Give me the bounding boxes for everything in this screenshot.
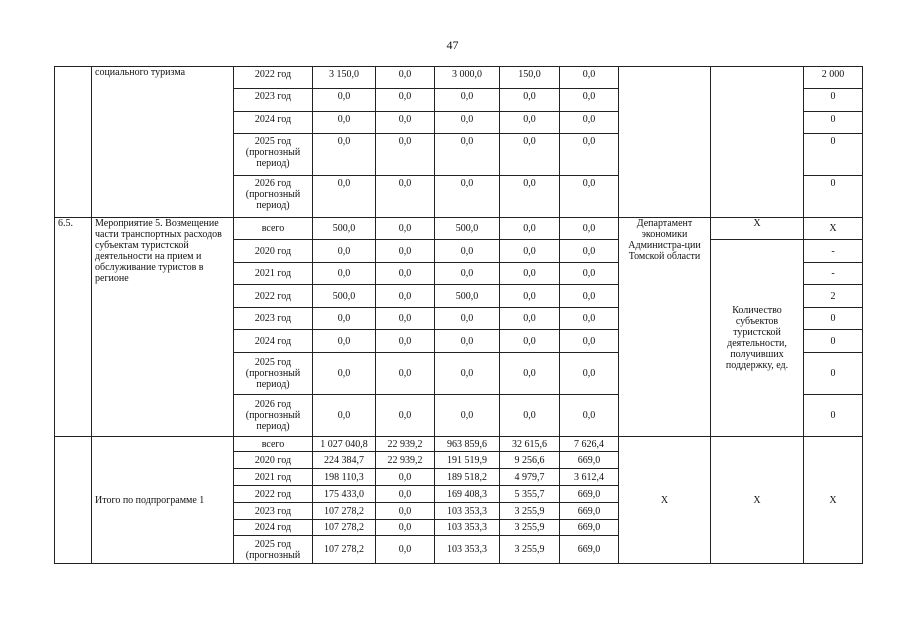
amount-cell: 0,0 (313, 395, 376, 437)
executor-cell (619, 67, 711, 218)
table-row (55, 437, 870, 452)
amount-cell: 3 000,0 (435, 67, 500, 89)
amount-cell: 150,0 (500, 67, 560, 89)
amount-cell: 0,0 (376, 469, 435, 486)
amount-cell: 107 278,2 (313, 536, 376, 564)
amount-cell: 0,0 (435, 263, 500, 285)
year-cell: 2024 год (234, 112, 313, 134)
executor-cell: X (619, 437, 711, 564)
year-cell: 2024 год (234, 520, 313, 536)
year-cell: 2025 год (прогнозный период) (234, 353, 313, 395)
target-cell: 0 (804, 112, 863, 134)
amount-cell: 0,0 (435, 330, 500, 353)
amount-cell: 0,0 (313, 353, 376, 395)
amount-cell: 669,0 (560, 520, 619, 536)
year-cell: 2024 год (234, 330, 313, 353)
amount-cell: 1 027 040,8 (313, 437, 376, 452)
amount-cell: 0,0 (376, 330, 435, 353)
amount-cell: 0,0 (376, 285, 435, 308)
page-number: 47 (446, 38, 459, 52)
amount-cell: 0,0 (500, 353, 560, 395)
indicator-cell: X (711, 437, 804, 564)
item-number-cell: 6.5. (55, 218, 92, 437)
amount-cell: 0,0 (500, 240, 560, 263)
amount-cell: 0,0 (560, 330, 619, 353)
amount-cell: 0,0 (376, 395, 435, 437)
target-cell: X (804, 437, 863, 564)
year-cell: 2021 год (234, 263, 313, 285)
indicator-cell: Количество субъектов туристской деятельности, получивших поддержку, ед. (711, 240, 804, 437)
amount-cell: 0,0 (435, 112, 500, 134)
table-row (55, 218, 870, 240)
spacer-cell (863, 308, 870, 330)
amount-cell: 0,0 (376, 218, 435, 240)
amount-cell: 3 150,0 (313, 67, 376, 89)
amount-cell: 0,0 (313, 112, 376, 134)
item-label-cell: Мероприятие 5. Возмещение части транспортных расходов субъектам туристской деятельности на прием и обслуживание туристов в регионе (92, 218, 234, 437)
amount-cell: 0,0 (376, 308, 435, 330)
amount-cell: 103 353,3 (435, 536, 500, 564)
amount-cell: 0,0 (560, 218, 619, 240)
target-cell: - (804, 263, 863, 285)
amount-cell: 0,0 (560, 67, 619, 89)
spacer-cell (863, 67, 870, 89)
spacer-cell (863, 437, 870, 564)
amount-cell: 4 979,7 (500, 469, 560, 486)
year-cell: 2023 год (234, 503, 313, 520)
amount-cell: 3 612,4 (560, 469, 619, 486)
year-cell: 2023 год (234, 89, 313, 112)
amount-cell: 0,0 (435, 308, 500, 330)
amount-cell: 107 278,2 (313, 503, 376, 520)
amount-cell: 0,0 (560, 263, 619, 285)
target-cell: - (804, 240, 863, 263)
amount-cell: 0,0 (435, 395, 500, 437)
amount-cell: 0,0 (376, 520, 435, 536)
amount-cell: 0,0 (500, 285, 560, 308)
amount-cell: 0,0 (560, 89, 619, 112)
amount-cell: 0,0 (376, 353, 435, 395)
amount-cell: 0,0 (435, 89, 500, 112)
amount-cell: 0,0 (560, 112, 619, 134)
target-cell: 0 (804, 89, 863, 112)
year-cell: всего (234, 218, 313, 240)
spacer-cell (863, 218, 870, 240)
table-row (55, 67, 870, 89)
amount-cell: 0,0 (500, 134, 560, 176)
amount-cell: 963 859,6 (435, 437, 500, 452)
amount-cell: 107 278,2 (313, 520, 376, 536)
amount-cell: 0,0 (313, 240, 376, 263)
amount-cell: 0,0 (376, 134, 435, 176)
item-number-cell (55, 437, 92, 564)
amount-cell: 32 615,6 (500, 437, 560, 452)
amount-cell: 0,0 (376, 67, 435, 89)
amount-cell: 0,0 (376, 176, 435, 218)
year-cell: 2022 год (234, 486, 313, 503)
target-cell: 0 (804, 134, 863, 176)
target-cell: 0 (804, 176, 863, 218)
amount-cell: 0,0 (376, 89, 435, 112)
amount-cell: 669,0 (560, 452, 619, 469)
amount-cell: 0,0 (313, 134, 376, 176)
amount-cell: 0,0 (376, 263, 435, 285)
spacer-cell (863, 112, 870, 134)
amount-cell: 191 519,9 (435, 452, 500, 469)
amount-cell: 0,0 (500, 263, 560, 285)
spacer-cell (863, 263, 870, 285)
spacer-cell (863, 330, 870, 353)
spacer-cell (863, 176, 870, 218)
budget-table (54, 66, 870, 564)
amount-cell: 0,0 (376, 503, 435, 520)
amount-cell: 0,0 (435, 134, 500, 176)
indicator-x-cell: X (711, 218, 804, 240)
amount-cell: 9 256,6 (500, 452, 560, 469)
amount-cell: 169 408,3 (435, 486, 500, 503)
amount-cell: 7 626,4 (560, 437, 619, 452)
target-cell: 0 (804, 308, 863, 330)
amount-cell: 0,0 (560, 353, 619, 395)
amount-cell: 0,0 (313, 330, 376, 353)
spacer-cell (863, 89, 870, 112)
amount-cell: 0,0 (500, 112, 560, 134)
amount-cell: 224 384,7 (313, 452, 376, 469)
spacer-cell (863, 353, 870, 395)
amount-cell: 189 518,2 (435, 469, 500, 486)
year-cell: 2023 год (234, 308, 313, 330)
target-cell: 0 (804, 395, 863, 437)
amount-cell: 22 939,2 (376, 437, 435, 452)
amount-cell: 669,0 (560, 486, 619, 503)
item-number-cell (55, 67, 92, 218)
year-cell: 2020 год (234, 452, 313, 469)
amount-cell: 198 110,3 (313, 469, 376, 486)
amount-cell: 22 939,2 (376, 452, 435, 469)
amount-cell: 0,0 (376, 240, 435, 263)
amount-cell: 0,0 (500, 395, 560, 437)
year-cell: 2021 год (234, 469, 313, 486)
amount-cell: 0,0 (376, 536, 435, 564)
amount-cell: 0,0 (560, 176, 619, 218)
year-cell: 2022 год (234, 285, 313, 308)
amount-cell: 500,0 (313, 218, 376, 240)
target-cell: 2 000 (804, 67, 863, 89)
target-cell: 2 (804, 285, 863, 308)
amount-cell: 500,0 (313, 285, 376, 308)
amount-cell: 3 255,9 (500, 536, 560, 564)
spacer-cell (863, 240, 870, 263)
amount-cell: 669,0 (560, 503, 619, 520)
amount-cell: 0,0 (376, 486, 435, 503)
amount-cell: 0,0 (435, 176, 500, 218)
amount-cell: 0,0 (560, 308, 619, 330)
year-cell: 2022 год (234, 67, 313, 89)
amount-cell: 0,0 (313, 308, 376, 330)
amount-cell: 669,0 (560, 536, 619, 564)
indicator-cell (711, 67, 804, 218)
amount-cell: 500,0 (435, 285, 500, 308)
amount-cell: 0,0 (500, 89, 560, 112)
amount-cell: 0,0 (376, 112, 435, 134)
amount-cell: 175 433,0 (313, 486, 376, 503)
amount-cell: 0,0 (500, 176, 560, 218)
amount-cell: 103 353,3 (435, 503, 500, 520)
amount-cell: 3 255,9 (500, 503, 560, 520)
year-cell: 2026 год (прогнозный период) (234, 395, 313, 437)
amount-cell: 0,0 (313, 263, 376, 285)
year-cell: 2025 год (прогнозный (234, 536, 313, 564)
amount-cell: 3 255,9 (500, 520, 560, 536)
year-cell: 2026 год (прогнозный период) (234, 176, 313, 218)
spacer-cell (863, 285, 870, 308)
target-cell: 0 (804, 330, 863, 353)
amount-cell: 103 353,3 (435, 520, 500, 536)
year-cell: 2025 год (прогнозный период) (234, 134, 313, 176)
amount-cell: 0,0 (435, 240, 500, 263)
item-label-cell: Итого по подпрограмме 1 (92, 437, 234, 564)
year-cell: всего (234, 437, 313, 452)
amount-cell: 0,0 (560, 395, 619, 437)
amount-cell: 0,0 (500, 218, 560, 240)
amount-cell: 0,0 (560, 240, 619, 263)
year-cell: 2020 год (234, 240, 313, 263)
spacer-cell (863, 395, 870, 437)
amount-cell: 0,0 (500, 308, 560, 330)
target-cell: X (804, 218, 863, 240)
amount-cell: 0,0 (560, 285, 619, 308)
amount-cell: 0,0 (560, 134, 619, 176)
amount-cell: 0,0 (435, 353, 500, 395)
amount-cell: 0,0 (313, 176, 376, 218)
executor-cell: Департамент экономики Администра-ции Томской области (619, 218, 711, 437)
amount-cell: 0,0 (500, 330, 560, 353)
spacer-cell (863, 134, 870, 176)
amount-cell: 0,0 (313, 89, 376, 112)
target-cell: 0 (804, 353, 863, 395)
item-label-cell: социального туризма (92, 67, 234, 218)
amount-cell: 5 355,7 (500, 486, 560, 503)
amount-cell: 500,0 (435, 218, 500, 240)
